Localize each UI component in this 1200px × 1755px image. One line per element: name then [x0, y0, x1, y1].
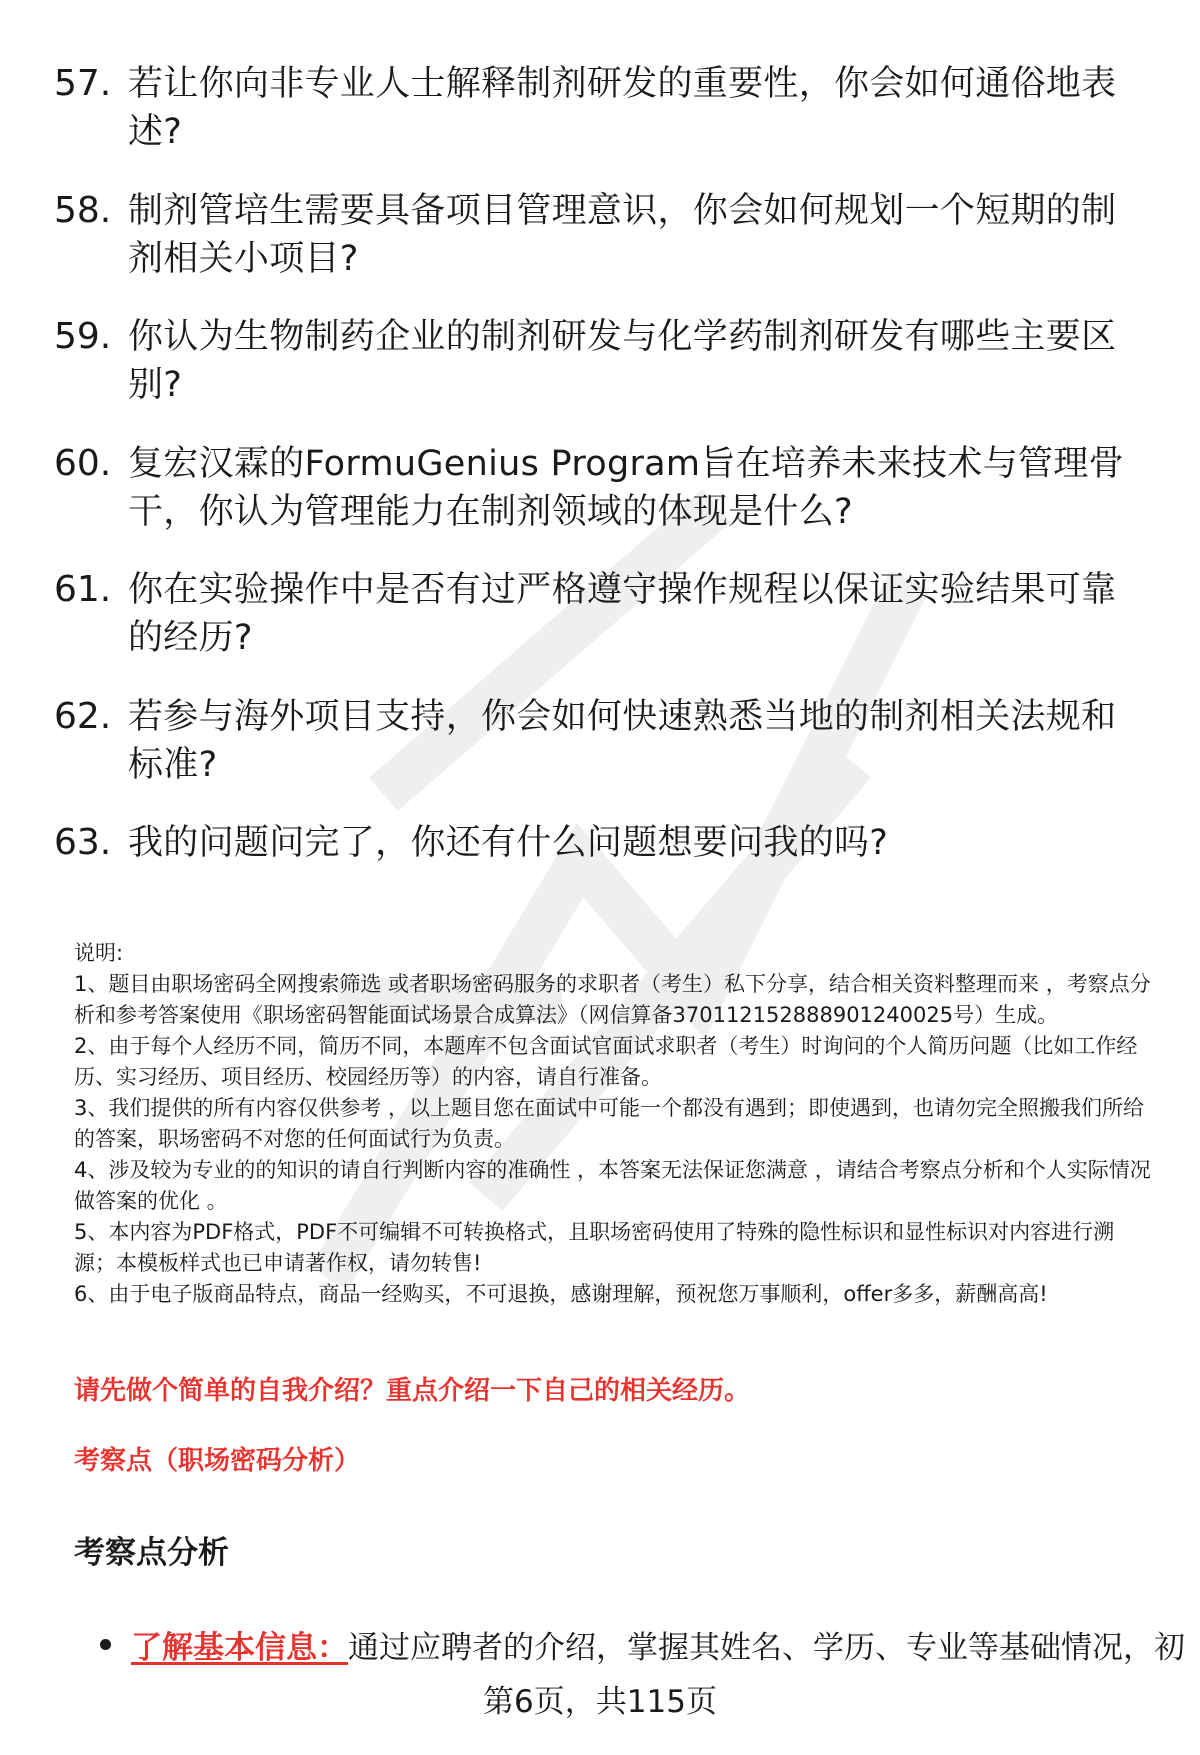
question-item — [54, 60, 1144, 156]
note-item: 4、涉及较为专业的的知识的请自行判断内容的准确性 ，本答案无法保证您满意 ，请结合考察点分析和个人实际情况做答案的优化 。 — [74, 1158, 1151, 1213]
question-item — [54, 693, 1144, 789]
section-heading: 考察点分析 — [74, 1535, 229, 1571]
featured-question: 请先做个简单的自我介绍？重点介绍一下自己的相关经历。 — [74, 1376, 751, 1406]
question-item — [54, 566, 1144, 662]
notes-block — [74, 938, 1154, 1310]
notes-title: 说明: — [74, 941, 124, 965]
question-number: 59. — [54, 316, 112, 357]
question-text: 若参与海外项目支持，你会如何快速熟悉当地的制剂相关法规和标准? — [128, 696, 1117, 785]
note-item: 2、由于每个人经历不同，简历不同，本题库不包含面试官面试求职者（考生）时询问的个人简历问题（比如工作经历、实习经历、项目经历、校园经历等）的内容，请自行准备。 — [74, 1034, 1138, 1089]
question-text: 复宏汉霖的FormuGenius Program旨在培养未来技术与管理骨干，你认为管理能力在制剂领域的体现是什么? — [128, 443, 1124, 532]
question-number: 57. — [54, 63, 112, 104]
bullet-dot-icon — [100, 1639, 111, 1650]
note-item: 5、本内容为PDF格式，PDF不可编辑不可转换格式，且职场密码使用了特殊的隐性标识和显性标识对内容进行溯源；本模板样式也已申请著作权，请勿转售! — [74, 1220, 1115, 1275]
question-list — [54, 60, 1144, 898]
bullet-point — [100, 1622, 1185, 1667]
bullet-label: 了解基本信息： — [131, 1630, 348, 1666]
page-footer: 第6页，共115页 — [483, 1684, 717, 1720]
question-number: 61. — [54, 569, 112, 610]
question-text: 制剂管培生需要具备项目管理意识，你会如何规划一个短期的制剂相关小项目? — [128, 190, 1117, 279]
note-item: 6、由于电子版商品特点，商品一经购买，不可退换，感谢理解，预祝您万事顺利，offer多多，薪酬高高! — [74, 1282, 1048, 1306]
question-text: 你在实验操作中是否有过严格遵守操作规程以保证实验结果可靠的经历? — [128, 570, 1117, 658]
question-item — [54, 313, 1144, 409]
question-text: 我的问题问完了，你还有什么问题想要问我的吗? — [128, 823, 889, 863]
question-number: 60. — [54, 442, 112, 484]
question-item — [54, 187, 1144, 283]
bullet-text: 通过应聘者的介绍，掌握其姓名、学历、专业等基础情况，初 — [348, 1630, 1185, 1666]
analysis-subtitle: 考察点（职场密码分析） — [74, 1446, 361, 1476]
question-number: 62. — [54, 695, 112, 737]
question-number: 58. — [54, 189, 112, 231]
question-number: 63. — [54, 822, 112, 863]
question-item — [54, 819, 1144, 867]
note-item: 1、题目由职场密码全网搜索筛选 或者职场密码服务的求职者（考生）私下分享，结合相关资料整理而来 ，考察点分析和参考答案使用《职场密码智能面试场景合成算法》（网信算备370112152888901240025号）生成。 — [74, 972, 1151, 1027]
question-text: 若让你向非专业人士解释制剂研发的重要性，你会如何通俗地表述? — [128, 64, 1117, 152]
question-item — [54, 440, 1144, 536]
question-text: 你认为生物制药企业的制剂研发与化学药制剂研发有哪些主要区别? — [128, 317, 1117, 405]
note-item: 3、我们提供的所有内容仅供参考 ，以上题目您在面试中可能一个都没有遇到；即使遇到，也请勿完全照搬我们所给的答案，职场密码不对您的任何面试行为负责。 — [74, 1096, 1145, 1151]
